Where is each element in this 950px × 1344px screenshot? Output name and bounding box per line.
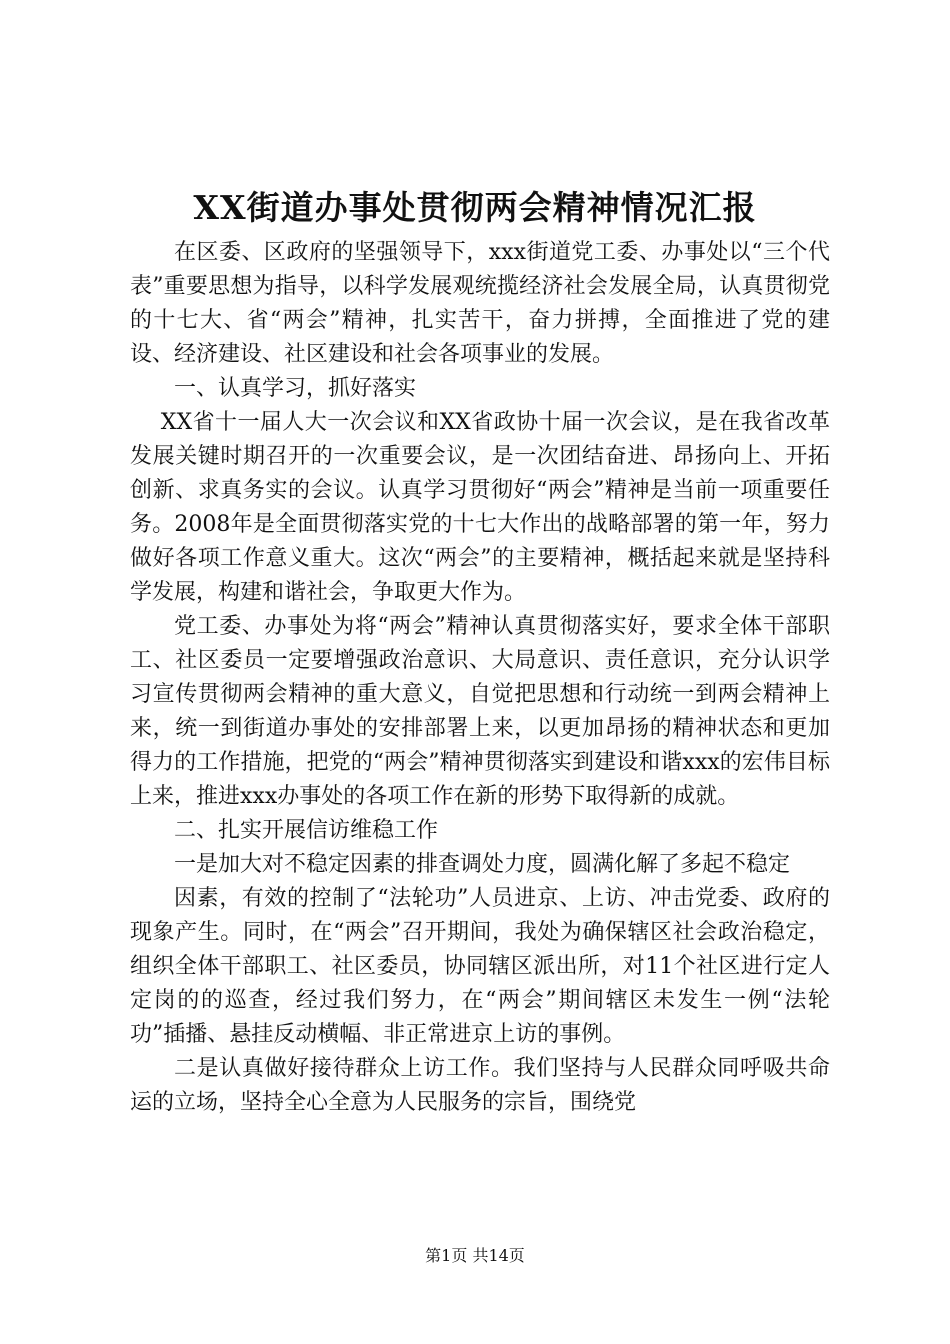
document-title: XX街道办事处贯彻两会精神情况汇报 (193, 188, 757, 227)
paragraph-point-1-continued: 因素，有效的控制了“法轮功”人员进京、上访、冲击党委、政府的现象产生。同时，在“两会”召开期间，我处为确保辖区社会政治稳定，组织全体干部职工、社区委员，协同辖区派出所，对11个社区进行定人定岗的的巡查，经过我们努力，在“两会”期间辖区未发生一例“法轮功”插播、悬挂反动横幅、非正常进京上访的事例。 (130, 886, 830, 1047)
paragraph-meeting: XX省十一届人大一次会议和XX省政协十届一次会议，是在我省改革发展关键时期召开的一次重要会议，是一次团结奋进、昂扬向上、开拓创新、求真务实的会议。认真学习贯彻好“两会”精神是当前一项重要任务。2008年是全面贯彻落实党的十七大作出的战略部署的第一年，努力做好各项工作意义重大。这次“两会”的主要精神，概括起来就是坚持科学发展，构建和谐社会，争取更大作为。 (130, 410, 830, 605)
paragraph-implementation: 党工委、办事处为将“两会”精神认真贯彻落实好，要求全体干部职工、社区委员一定要增强政治意识、大局意识、责任意识，充分认识学习宣传贯彻两会精神的重大意义，自觉把思想和行动统一到两会精神上来，统一到街道办事处的安排部署上来，以更加昂扬的精神状态和更加得力的工作措施，把党的“两会”精神贯彻落实到建设和谐xxx的宏伟目标上来，推进xxx办事处的各项工作在新的形势下取得新的成就。 (130, 614, 830, 809)
section-heading-1: 一、认真学习，抓好落实 (174, 376, 417, 401)
paragraph-point-2: 二是认真做好接待群众上访工作。我们坚持与人民群众同呼吸共命运的立场，坚持全心全意为人民服务的宗旨，围绕党 (130, 1056, 830, 1115)
document-body (130, 236, 830, 1120)
section-heading-2: 二、扎实开展信访维稳工作 (174, 818, 439, 843)
page-footer: 第1页 共14页 (425, 1246, 525, 1265)
paragraph-point-1: 一是加大对不稳定因素的排查调处力度，圆满化解了多起不稳定 (174, 852, 791, 877)
paragraph-intro: 在区委、区政府的坚强领导下，xxx街道党工委、办事处以“三个代表”重要思想为指导，以科学发展观统揽经济社会发展全局，认真贯彻党的十七大、省“两会”精神，扎实苦干，奋力拼搏，全面推进了党的建设、经济建设、社区建设和社会各项事业的发展。 (130, 240, 830, 367)
